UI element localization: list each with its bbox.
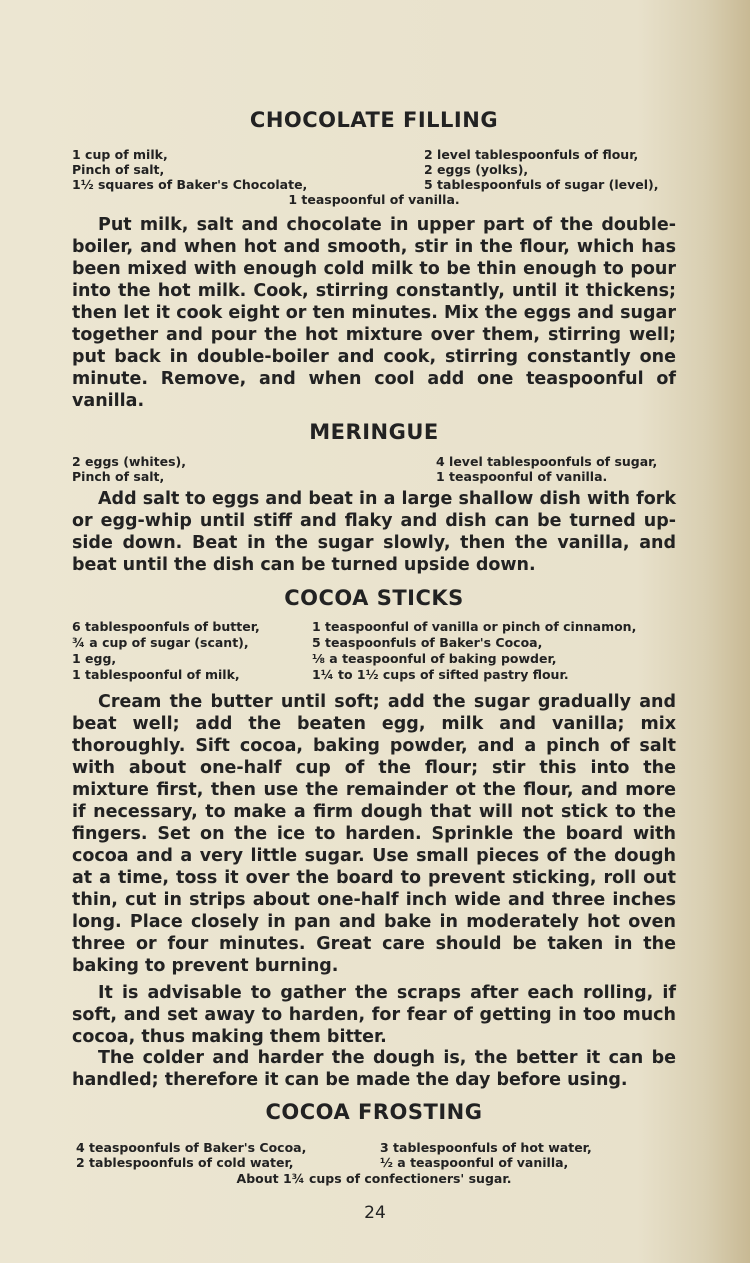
ingredients-list <box>72 1140 676 1188</box>
ingredient: Pinch of salt, <box>72 162 165 177</box>
section-title: COCOA FROSTING <box>265 1100 483 1124</box>
ingredient: 4 teaspoonfuls of Baker's Cocoa, <box>76 1140 307 1155</box>
section-title: MERINGUE <box>309 420 439 444</box>
ingredients-list <box>72 454 676 486</box>
ingredient: About 1¾ cups of confectioners' sugar. <box>236 1171 512 1186</box>
ingredient: 2 eggs (whites), <box>72 454 187 469</box>
recipe-paragraph: Add salt to eggs and beat in a large shallow dish with fork or egg-whip until stiff and flaky and dish can be turned up-side down. Beat in the sugar slowly, then the vanilla, and beat until the dish can be turned upside down. <box>72 489 676 575</box>
ingredient: 1 cup of milk, <box>72 147 168 162</box>
ingredient: 2 tablespoonfuls of cold water, <box>76 1155 294 1170</box>
ingredient: 1¼ to 1½ cups of sifted pastry flour. <box>312 667 569 682</box>
ingredient: 2 eggs (yolks), <box>424 162 529 177</box>
ingredient: 1½ squares of Baker's Chocolate, <box>72 177 308 192</box>
ingredient: 1 tablespoonful of milk, <box>72 667 240 682</box>
ingredient: 1 egg, <box>72 651 117 666</box>
ingredient: 1 teaspoonful of vanilla. <box>288 192 460 207</box>
recipe-paragraph: It is advisable to gather the scraps after each rolling, if soft, and set away to harden, for fear of getting in too much cocoa, thus making them bitter. <box>72 983 676 1047</box>
ingredient: 1 teaspoonful of vanilla. <box>436 469 608 484</box>
ingredient: 4 level tablespoonfuls of sugar, <box>436 454 658 469</box>
ingredient: 5 teaspoonfuls of Baker's Cocoa, <box>312 635 543 650</box>
section-title: COCOA STICKS <box>284 586 464 610</box>
ingredient: 6 tablespoonfuls of butter, <box>72 619 260 634</box>
ingredient: Pinch of salt, <box>72 469 165 484</box>
ingredient: 5 tablespoonfuls of sugar (level), <box>424 177 659 192</box>
section-title: CHOCOLATE FILLING <box>249 108 499 132</box>
page-number: 24 <box>364 1203 386 1223</box>
ingredient: ⅛ a teaspoonful of baking powder, <box>312 651 557 666</box>
ingredient: 3 tablespoonfuls of hot water, <box>380 1140 592 1155</box>
recipe-paragraph: Put milk, salt and chocolate in upper part of the double-boiler, and when hot and smooth, stir in the flour, which has been mixed with enough cold milk to be thin enough to pour into the hot milk. Cook, stirring constantly, until it thickens; then let it cook eight or ten minutes. Mix the eggs and sugar together and pour the hot mixture over them, stirring well; put back in double-boiler and cook, stirring constantly one minute. Remove, and when cool add one teaspoonful of vanilla. <box>72 215 676 411</box>
recipe-paragraph: Cream the butter until soft; add the sugar gradually and beat well; add the beaten egg, milk and vanilla; mix thoroughly. Sift cocoa, baking powder, and a pinch of salt with about one-half cup of the flour; stir this into the mixture first, then use the remainder ot the flour, and more if necessary, to make a firm dough that will not stick to the fingers. Set on the ice to harden. Sprinkle the board with cocoa and a very little sugar. Use small pieces of the dough at a time, toss it over the board to prevent sticking, roll out thin, cut in strips about one-half inch wide and three inches long. Place closely in pan and bake in moderately hot oven three or four minutes. Great care should be taken in the baking to prevent burning. <box>72 692 676 976</box>
ingredient: ¾ a cup of sugar (scant), <box>72 635 249 650</box>
ingredients-list <box>72 147 676 211</box>
ingredient: ½ a teaspoonful of vanilla, <box>380 1155 569 1170</box>
ingredients-list <box>72 619 676 683</box>
recipe-paragraph: The colder and harder the dough is, the better it can be handled; therefore it can be made the day before using. <box>72 1048 676 1090</box>
ingredient: 2 level tablespoonfuls of flour, <box>424 147 639 162</box>
ingredient: 1 teaspoonful of vanilla or pinch of cinnamon, <box>312 619 637 634</box>
